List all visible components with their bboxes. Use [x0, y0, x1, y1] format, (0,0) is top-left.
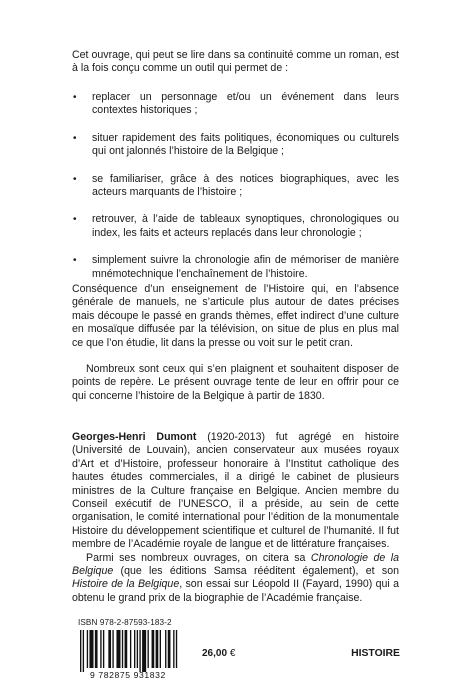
- intro-paragraph: Cet ouvrage, qui peut se lire dans sa continuité comme un roman, est à la fois conçu comme un outil qui permet de :: [72, 49, 399, 75]
- barcode-digits: 9 782875 931832: [90, 670, 166, 680]
- isbn-label: ISBN 978-2-87593-183-2: [78, 618, 172, 627]
- list-item-text: simplement suivre la chronologie afin de mémoriser de manière mnémotechnique l’enchaînement de l’histoire.: [92, 254, 399, 280]
- barcode-bar: [152, 630, 155, 668]
- author-name: Georges-Henri Dumont: [72, 431, 197, 443]
- category-label: HISTOIRE: [351, 648, 400, 659]
- barcode-bar: [165, 630, 166, 668]
- list-item: [72, 132, 399, 159]
- list-item: [72, 91, 399, 118]
- purpose-paragraph: Nombreux sont ceux qui s’en plaignent et souhaitent disposer de points de repère. Le présent ouvrage tente de leur en offrir pour ce qui concerne l’histoire de la Belgique à partir de 1830.: [72, 363, 399, 402]
- list-item: [72, 173, 399, 200]
- barcode-bar: [83, 630, 84, 672]
- author-bio: [72, 431, 399, 605]
- bullet-icon: •: [73, 214, 77, 226]
- list-item: [72, 254, 399, 281]
- bio-text: Parmi ses nombreux ouvrages, on citera sa: [86, 551, 311, 564]
- list-item-text: replacer un personnage et/ou un événement dans leurs contextes historiques ;: [92, 91, 399, 117]
- barcode-bar: [137, 630, 138, 668]
- barcode-bar: [139, 630, 140, 672]
- barcode-bar: [87, 630, 88, 668]
- barcode-bar: [176, 630, 177, 668]
- barcode-bar: [108, 630, 111, 668]
- barcode-bar: [142, 630, 146, 672]
- barcode-bar: [122, 630, 123, 668]
- book-title: Histoire de la Belgique: [72, 578, 180, 591]
- list-item-text: retrouver, à l’aide de tableaux synoptiques, chronologiques ou index, les faits et acteurs replacés dans leur chronologie ;: [92, 213, 399, 239]
- list-item: [72, 213, 399, 240]
- barcode-bar: [80, 630, 81, 672]
- currency-symbol: €: [229, 648, 236, 659]
- bio-works-paragraph: [72, 552, 399, 606]
- bio-text: (que les éditions Samsa rééditent également), et son: [113, 565, 399, 578]
- price: [202, 648, 235, 659]
- barcode-bar: [100, 630, 101, 668]
- barcode-bar: [116, 630, 120, 668]
- barcode-bar: [156, 630, 159, 668]
- bio-text: , son essai sur Léopold II (Fayard, 1990) qui a obtenu le grand prix de la biographie de l’Académie française.: [72, 578, 399, 604]
- bullet-icon: •: [73, 92, 77, 103]
- book-title: Chronologie de la Belgique: [72, 551, 400, 578]
- barcode-bar: [168, 630, 171, 668]
- bio-text: (1920-2013) fut agrégé en histoire (Université de Louvain), ancien conservateur aux musées royaux d’Art et d’Histoire, professeur honoraire à l’Institut catholique des hautes études commerciales, il a dirigé le cabinet de plusieurs ministres de la Culture française en Belgique. Ancien membre du Conseil exécutif de l’UNESCO, il a préside, au sein de cette organisation, le comité international pour l’édition de la monumentale Histoire du développement scientifique et culturel de l’humanité. Il fut membre de l’Académie royale de langue et de littérature françaises.: [72, 431, 399, 551]
- bullet-icon: •: [73, 255, 77, 267]
- feature-list: [72, 91, 399, 295]
- bullet-icon: •: [73, 132, 77, 144]
- bullet-icon: •: [73, 173, 77, 185]
- barcode-bar: [134, 630, 135, 668]
- context-paragraph: Conséquence d’un enseignement de l’Histoire qui, en l’absence générale de manuels, ne s’articule plus autour de dates précises mais découpe le passé en grands thèmes, effet indirect d’une culture en mosaïque diffusée par la télévision, on situe de plus en plus mal ce que l’on étudie, lit dans la presse ou voit sur le petit cran.: [72, 283, 399, 349]
- barcode-bar: [95, 630, 98, 668]
- bio-paragraph: [72, 431, 399, 552]
- barcode-bar: [160, 630, 161, 668]
- barcode-bar: [112, 630, 113, 668]
- barcode-bar: [103, 630, 104, 668]
- list-item-text: situer rapidement des faits politiques, économiques ou culturels qui ont jalonnés l’histoire de la Belgique ;: [92, 131, 399, 158]
- barcode: [72, 628, 184, 680]
- barcode-bar: [130, 630, 131, 668]
- barcode-bar: [148, 630, 149, 668]
- barcode-bar: [89, 630, 93, 668]
- list-item-text: se familiariser, grâce à des notices biographiques, avec les acteurs marquants de l’histoire ;: [92, 172, 399, 199]
- price-value: 26,00: [202, 648, 228, 659]
- barcode-bar: [173, 630, 174, 668]
- barcode-bar: [125, 630, 128, 668]
